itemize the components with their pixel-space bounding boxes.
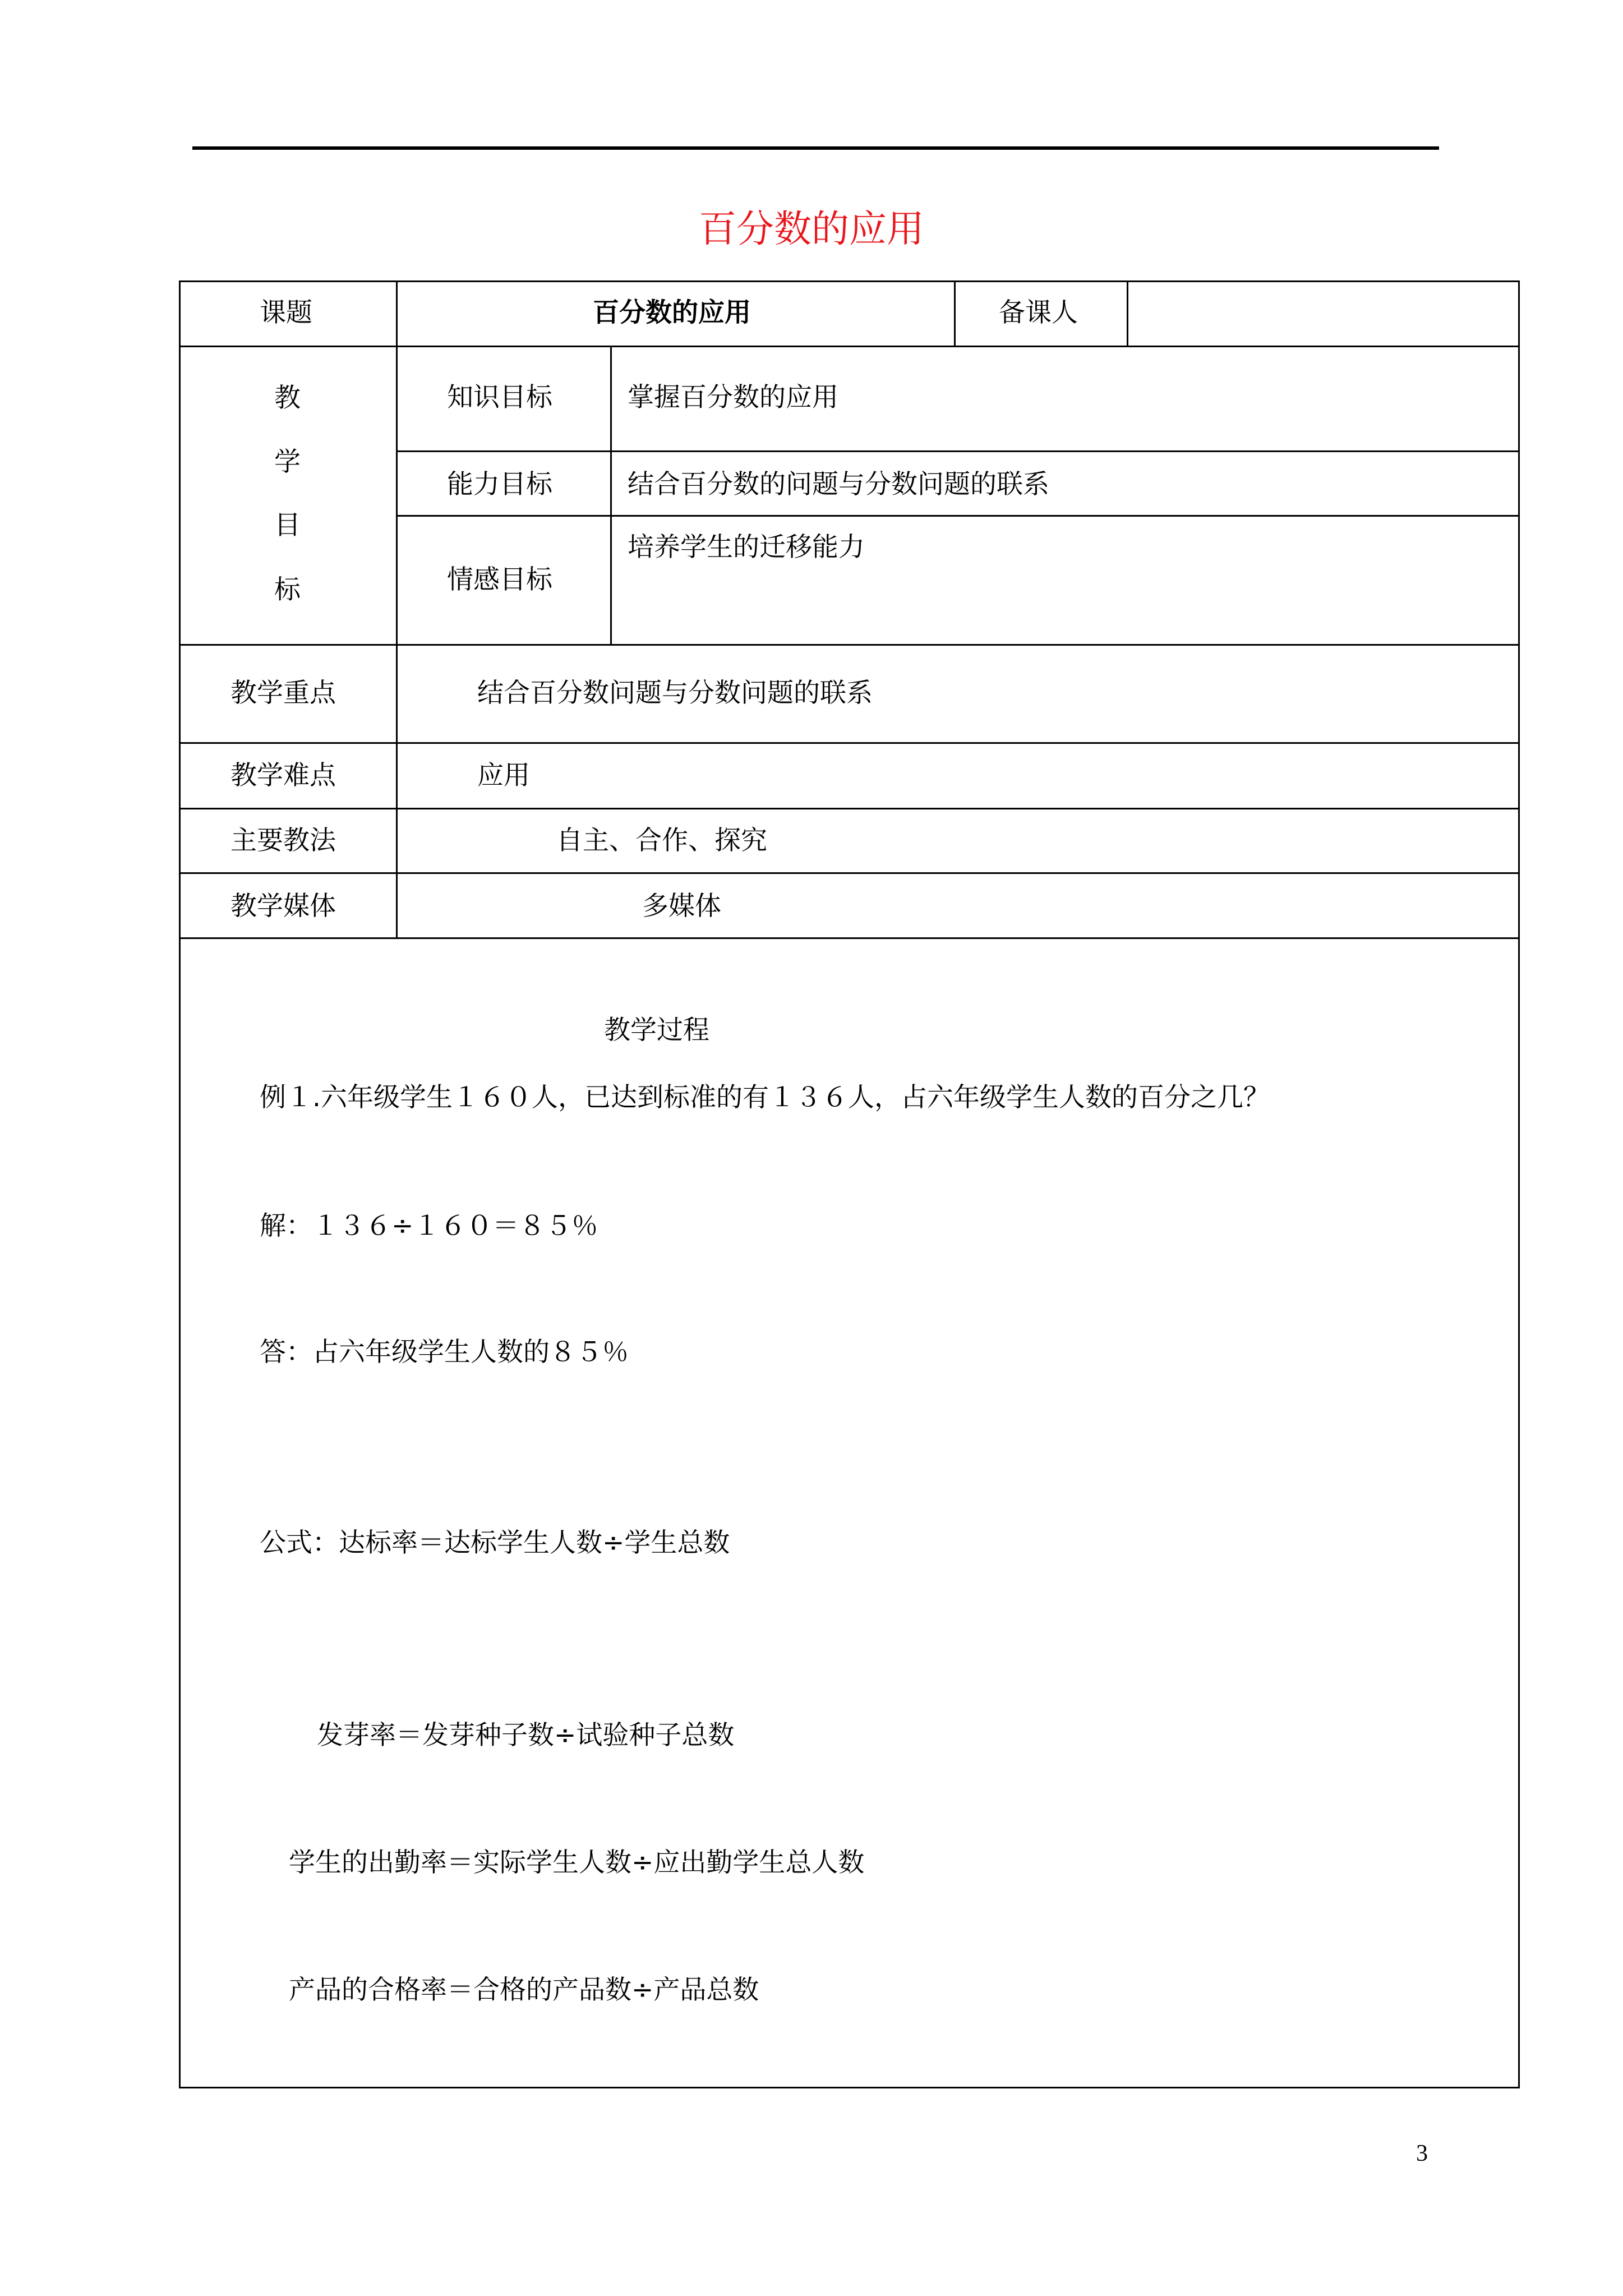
table-rule — [396, 280, 398, 937]
method-value: 自主、合作、探究 — [556, 825, 767, 856]
table-rule — [179, 644, 1520, 646]
table-rule — [396, 450, 1520, 452]
objective-value: 结合百分数的问题与分数问题的联系 — [628, 469, 1049, 500]
table-rule — [1127, 280, 1128, 346]
solution-line: 解：１３６÷１６０＝８５％ — [260, 1211, 598, 1241]
document-title: 百分数的应用 — [699, 207, 924, 251]
table-rule — [396, 515, 1520, 517]
difficulty-value: 应用 — [477, 760, 530, 791]
table-rule — [610, 346, 612, 644]
table-rule — [179, 872, 1520, 874]
example-problem: 例１.六年级学生１６０人，已达到标准的有１３６人，占六年级学生人数的百分之几？ — [260, 1082, 1270, 1113]
preparer-label: 备课人 — [999, 297, 1078, 328]
objectives-label-char: 目 — [274, 510, 301, 541]
table-border-bottom — [179, 2087, 1520, 2088]
formula-line: 产品的合格率＝合格的产品数÷产品总数 — [289, 1975, 759, 2005]
objective-label: 情感目标 — [447, 564, 552, 595]
table-rule — [954, 280, 956, 346]
table-rule — [179, 346, 1520, 347]
method-label: 主要教法 — [230, 825, 336, 856]
objectives-label-char: 标 — [274, 574, 301, 605]
table-border-right — [1518, 280, 1520, 2088]
topic-value: 百分数的应用 — [593, 297, 751, 328]
lesson-plan-table — [179, 280, 1520, 2088]
table-rule — [179, 937, 1520, 939]
media-label: 教学媒体 — [230, 891, 336, 922]
key-point-label: 教学重点 — [230, 678, 336, 708]
header-rule — [192, 146, 1439, 150]
objectives-label-char: 学 — [274, 447, 301, 477]
key-point-value: 结合百分数问题与分数问题的联系 — [477, 678, 873, 708]
process-heading: 教学过程 — [604, 1015, 709, 1046]
table-rule — [179, 808, 1520, 809]
page-number: 3 — [1416, 2141, 1428, 2166]
table-border-left — [179, 280, 181, 2088]
formula-line: 学生的出勤率＝实际学生人数÷应出勤学生总人数 — [289, 1847, 865, 1878]
formula-line: 发芽率＝发芽种子数÷试验种子总数 — [317, 1720, 735, 1751]
answer-line: 答：占六年级学生人数的８５％ — [260, 1337, 629, 1368]
objectives-label-char: 教 — [274, 383, 301, 413]
difficulty-label: 教学难点 — [230, 760, 336, 791]
objective-value: 培养学生的迁移能力 — [628, 532, 865, 563]
objective-label: 能力目标 — [447, 469, 552, 500]
table-border-top — [179, 280, 1520, 282]
table-rule — [179, 742, 1520, 744]
objective-label: 知识目标 — [447, 382, 552, 413]
topic-label: 课题 — [260, 297, 312, 328]
media-value: 多媒体 — [642, 891, 721, 922]
objective-value: 掌握百分数的应用 — [628, 382, 838, 413]
formula-intro: 公式：达标率＝达标学生人数÷学生总数 — [260, 1527, 730, 1558]
